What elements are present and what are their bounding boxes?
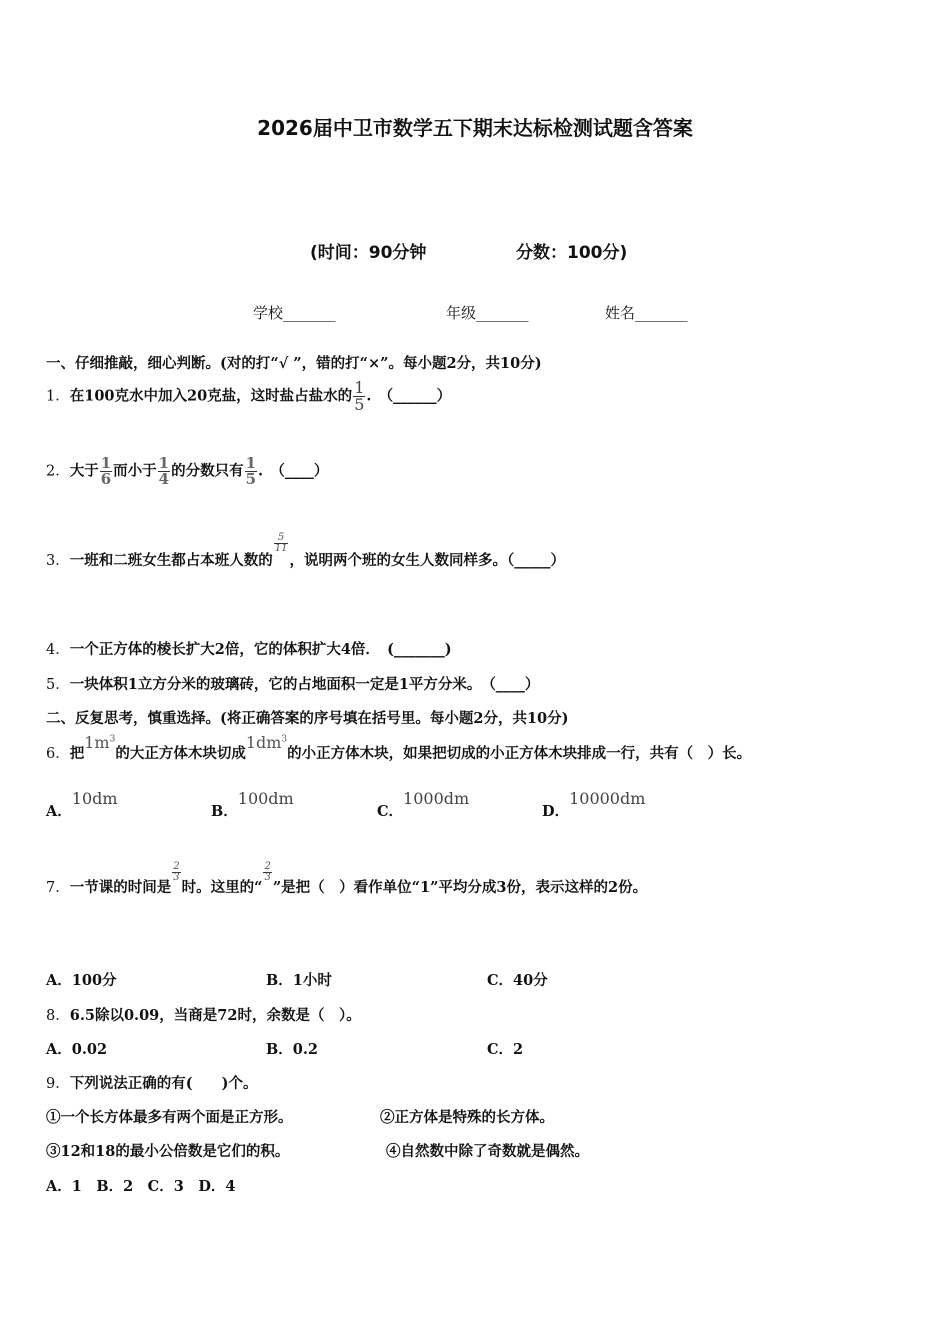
question-number: 8． — [46, 1008, 70, 1024]
fraction — [158, 456, 170, 487]
option-value: 100分 — [71, 972, 117, 989]
question-text: 一节课的时间是 — [69, 879, 172, 896]
fraction — [100, 456, 112, 487]
numerator: 5 — [277, 532, 285, 543]
question-6 — [46, 733, 751, 763]
question-5 — [46, 673, 539, 694]
question-tail: . （______） — [366, 387, 452, 405]
question-number: 4． — [46, 642, 70, 658]
q6-option-c[interactable] — [377, 789, 469, 821]
option-label: A． — [46, 972, 72, 989]
numerator: 2 — [264, 861, 271, 872]
fraction — [245, 456, 257, 487]
q6-option-d[interactable] — [542, 789, 645, 821]
denominator: 5 — [245, 470, 257, 488]
option-value: 10dm — [71, 789, 118, 808]
q7-option-c[interactable] — [487, 969, 548, 990]
unit-text: 1m — [84, 733, 110, 752]
numerator: 1 — [354, 378, 365, 397]
question-text: 的小正方体木块，如果把切成的小正方体木块排成一行，共有（ ）长。 — [287, 745, 752, 762]
question-number: 1． — [46, 388, 70, 405]
question-8 — [46, 1004, 361, 1025]
question-number: 2． — [46, 463, 70, 480]
section1-heading: 一、仔细推敲，细心判断。(对的打“√ ”，错的打“×”。每小题2分，共10分) — [46, 355, 542, 372]
q9-statement-2: ②正方体是特殊的长方体。 — [380, 1109, 554, 1126]
option-value: 0.2 — [292, 1041, 318, 1058]
question-3 — [46, 533, 565, 570]
question-7 — [46, 862, 647, 897]
option-label: B． — [266, 1041, 293, 1058]
question-number: 6． — [46, 746, 70, 762]
numerator: 1 — [245, 454, 257, 472]
question-text: 一班和二班女生都占本班人数的 — [69, 552, 273, 569]
q6-option-a[interactable] — [46, 789, 118, 821]
fraction — [274, 533, 289, 554]
q8-option-b[interactable] — [266, 1038, 318, 1059]
option-value: 1小时 — [292, 972, 332, 989]
fraction — [353, 380, 365, 413]
section2-heading: 二、反复思考，慎重选择。(将正确答案的序号填在括号里。每小题2分，共10分) — [46, 710, 569, 727]
q9-options[interactable]: A．1 B．2 C．3 D．4 — [46, 1178, 236, 1195]
question-number: 9． — [46, 1076, 70, 1092]
question-text: 的大正方体木块切成 — [115, 745, 246, 762]
question-tail: ，说明两个班的女生人数同样多。（_____） — [289, 552, 565, 569]
question-tail: . （____） — [258, 462, 329, 480]
question-text: 大于 — [69, 462, 99, 480]
question-text: 时。这里的“ — [181, 879, 263, 896]
numerator: 1 — [100, 454, 112, 472]
exam-score: 分数：100分) — [516, 243, 628, 263]
question-text: 6.5除以0.09，当商是72时，余数是（ ）。 — [69, 1007, 361, 1024]
denominator: 3 — [264, 872, 271, 883]
option-label: B． — [266, 972, 293, 989]
option-label: B． — [211, 803, 238, 820]
denominator: 6 — [100, 470, 112, 488]
option-value: 40分 — [513, 972, 548, 989]
question-text: 一个正方体的棱长扩大2倍，它的体积扩大4倍． (_______) — [69, 641, 452, 658]
numerator: 1 — [158, 454, 170, 472]
question-text: 下列说法正确的有( )个。 — [69, 1075, 258, 1092]
q7-option-b[interactable] — [266, 969, 332, 990]
denominator: 4 — [158, 470, 170, 488]
question-9 — [46, 1072, 257, 1093]
option-value: 10000dm — [569, 789, 646, 808]
question-1 — [46, 380, 451, 413]
q9-statement-1: ①一个长方体最多有两个面是正方形。 — [46, 1109, 293, 1126]
numerator: 2 — [173, 861, 180, 872]
unit-exponent: 3 — [109, 734, 116, 745]
name-field: 姓名_______ — [605, 304, 688, 322]
option-label: C． — [487, 972, 514, 989]
unit-m3 — [84, 733, 115, 752]
option-value: 2 — [513, 1041, 524, 1058]
q7-option-a[interactable] — [46, 969, 117, 990]
fraction — [263, 862, 271, 883]
question-text: 在100克水中加入20克盐，这时盐占盐水的 — [69, 387, 353, 405]
denominator: 3 — [173, 872, 180, 883]
denominator: 11 — [274, 543, 288, 554]
option-label: A． — [46, 1041, 72, 1058]
q8-option-a[interactable] — [46, 1038, 107, 1059]
unit-dm3 — [246, 733, 287, 752]
option-value: 100dm — [237, 789, 294, 808]
exam-time: (时间：90分钟 — [310, 243, 427, 263]
denominator: 5 — [354, 395, 365, 414]
option-label: D． — [542, 803, 570, 820]
question-text: ”是把（ ）看作单位“1”平均分成3份，表示这样的2份。 — [272, 879, 648, 896]
question-number: 7． — [46, 880, 70, 896]
unit-exponent: 3 — [281, 734, 288, 745]
q6-option-b[interactable] — [211, 789, 294, 821]
option-label: C． — [487, 1041, 514, 1058]
question-text: 的分数只有 — [171, 462, 244, 480]
school-field: 学校_______ — [253, 304, 336, 322]
q9-statement-4: ④自然数中除了奇数就是偶然。 — [386, 1143, 589, 1160]
unit-text: 1dm — [245, 733, 282, 752]
option-label: A． — [46, 803, 72, 820]
page-title: 2026届中卫市数学五下期末达标检测试题含答案 — [257, 116, 693, 140]
question-2 — [46, 456, 328, 487]
question-text: 把 — [69, 745, 85, 762]
q9-statement-3: ③12和18的最小公倍数是它们的积。 — [46, 1143, 290, 1160]
q8-option-c[interactable] — [487, 1038, 523, 1059]
fraction — [172, 862, 180, 883]
question-text: 一块体积1立方分米的玻璃砖，它的占地面积一定是1平方分米。 （____） — [69, 676, 540, 693]
option-value: 0.02 — [71, 1041, 108, 1058]
question-text: 而小于 — [113, 462, 157, 480]
question-4 — [46, 638, 452, 659]
option-label: C． — [377, 803, 404, 820]
question-number: 3． — [46, 553, 70, 569]
option-value: 1000dm — [403, 789, 470, 808]
question-number: 5． — [46, 677, 70, 693]
grade-field: 年级_______ — [446, 304, 529, 322]
